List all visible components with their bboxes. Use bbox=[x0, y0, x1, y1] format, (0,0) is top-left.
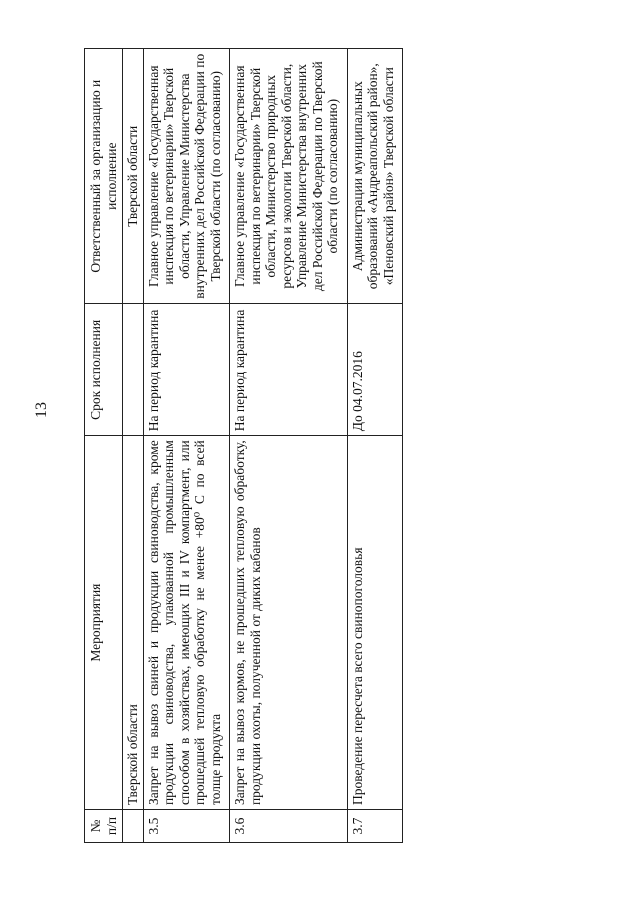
row-deadline: На период карантина bbox=[230, 304, 348, 436]
table-row bbox=[143, 49, 230, 843]
header-num: № п/п bbox=[85, 810, 123, 843]
cell-empty bbox=[123, 304, 144, 436]
row-responsible: Главное управление «Государственная инспекция по ветеринарии» Тверской области, Министерство природных ресурсов и экологии Тверской области, Управление Министерства внутренних дел Российской Федерации по Тверской области (по согласованию) bbox=[230, 49, 348, 304]
cell-continued-left: Тверской области bbox=[123, 436, 144, 810]
table-header-row bbox=[85, 49, 123, 843]
table-row-continued bbox=[123, 49, 144, 843]
rotated-page-content bbox=[84, 48, 584, 843]
row-responsible: Главное управление «Государственная инспекция по ветеринарии» Тверской области, Управление Министерства внутренних дел Российской Федерации по Тверской области (по согласованию) bbox=[143, 49, 230, 304]
table-row bbox=[347, 49, 403, 843]
header-deadline: Срок исполнения bbox=[85, 304, 123, 436]
measures-table bbox=[84, 48, 403, 843]
table-row bbox=[230, 49, 348, 843]
row-measure: Проведение пересчета всего свинопоголовья bbox=[347, 436, 403, 810]
cell-continued-right: Тверской области bbox=[123, 49, 144, 304]
header-responsible: Ответственный за организацию и исполнение bbox=[85, 49, 123, 304]
row-num: 3.5 bbox=[143, 810, 230, 843]
row-responsible: Администрации муниципальных образований «Андреапольский район», «Пеновский район» Тверской области bbox=[347, 49, 403, 304]
row-num: 3.6 bbox=[230, 810, 348, 843]
cell-empty bbox=[123, 810, 144, 843]
row-measure: Запрет на вывоз кормов, не прошедших тепловую обработку, продукции охоты, полученной от диких кабанов bbox=[230, 436, 348, 810]
row-deadline: На период карантина bbox=[143, 304, 230, 436]
row-num: 3.7 bbox=[347, 810, 403, 843]
page-number: 13 bbox=[33, 402, 50, 418]
row-deadline: До 04.07.2016 bbox=[347, 304, 403, 436]
header-measure: Мероприятия bbox=[85, 436, 123, 810]
row-measure: Запрет на вывоз свиней и продукции свиноводства, кроме продукции свиноводства, упакованной промышленным способом в хозяйствах, имеющих III и IV компартмент, или прошедшей тепловую обработку не менее +80⁰ С по всей толще продукта bbox=[143, 436, 230, 810]
